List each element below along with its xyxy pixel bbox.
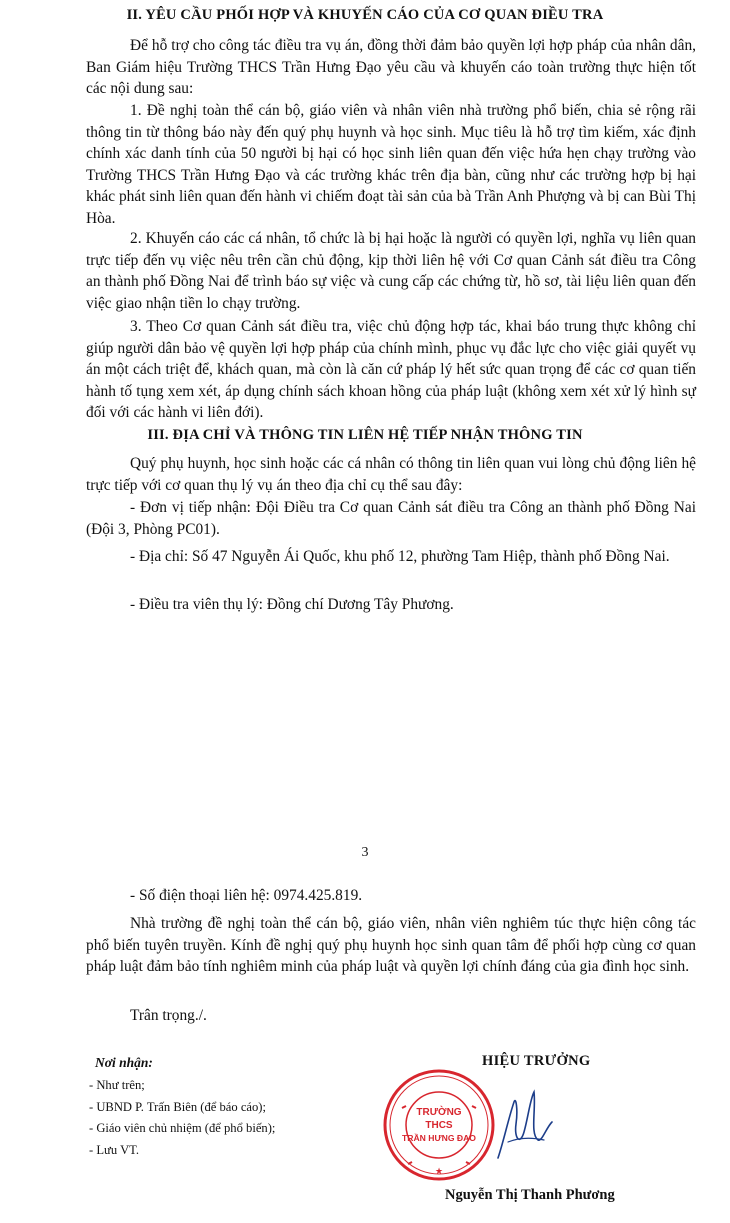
section-3-investigator: - Điều tra viên thụ lý: Đồng chí Dương Tây Phương. bbox=[130, 596, 454, 613]
section-2-intro: Để hỗ trợ cho công tác điều tra vụ án, đồng thời đảm bảo quyền lợi hợp pháp của nhân dân, Ban Giám hiệu Trường THCS Trần Hưng Đạo yêu cầu và khuyến cáo toàn trường thực hiện tốt các nội dung sau: bbox=[86, 37, 696, 97]
list-item: - UBND P. Trấn Biên (để báo cáo); bbox=[89, 1099, 266, 1114]
section-2-item-1: 1. Đề nghị toàn thể cán bộ, giáo viên và nhân viên nhà trường phổ biến, chia sẻ rộng rãi thông tin từ thông báo này đến quý phụ huynh và học sinh. Mục tiêu là hỗ trợ tìm kiếm, xác định chính xác danh tính của 50 người bị hại có học sinh liên quan đến việc hứa hẹn chạy trường vào Trường THCS Trần Hưng Đạo và các trường khác trên địa bàn, cũng như các trường hợp bị hại khác phát sinh liên quan đến hành vi chiếm đoạt tài sản của bà Trần Anh Phượng và bị can Bùi Thị Hòa. bbox=[86, 102, 696, 227]
list-item: - Giáo viên chủ nhiệm (để phổ biến); bbox=[89, 1121, 276, 1135]
contact-phone: - Số điện thoại liên hệ: 0974.425.819. bbox=[130, 887, 363, 904]
page-number: 3 bbox=[361, 845, 369, 860]
svg-text:THCS: THCS bbox=[425, 1120, 453, 1131]
section-3-address: - Địa chỉ: Số 47 Nguyễn Ái Quốc, khu phố 12, phường Tam Hiệp, thành phố Đồng Nai. bbox=[130, 548, 670, 565]
section-2-item-3: 3. Theo Cơ quan Cảnh sát điều tra, việc chủ động hợp tác, khai báo trung thực không chỉ giúp người dân bảo vệ quyền lợi hợp pháp của chính mình, phục vụ đắc lực cho việc giải quyết vụ án một cách triệt để, khách quan, mà còn là căn cứ pháp lý hết sức quan trọng để các cơ quan tiến hành tố tụng xem xét, áp dụng chính sách khoan hồng của pháp luật (không xem xét xử lý hình sự đối với các hành vi liên đới). bbox=[86, 318, 696, 421]
regards: Trân trọng./. bbox=[130, 1007, 207, 1024]
section-3-heading: III. ĐỊA CHỈ VÀ THÔNG TIN LIÊN HỆ TIẾP NHẬN THÔNG TIN bbox=[147, 427, 583, 443]
section-3-intro: Quý phụ huynh, học sinh hoặc các cá nhân có thông tin liên quan vui lòng chủ động liên hệ trực tiếp với cơ quan thụ lý vụ án theo địa chỉ cụ thể sau đây: bbox=[86, 455, 696, 494]
svg-text:★: ★ bbox=[434, 1166, 444, 1176]
section-3-unit: - Đơn vị tiếp nhận: Đội Điều tra Cơ quan Cảnh sát điều tra Công an thành phố Đồng Nai (Đội 3, Phòng PC01). bbox=[86, 499, 696, 538]
section-2-heading: II. YÊU CẦU PHỐI HỢP VÀ KHUYẾN CÁO CỦA CƠ QUAN ĐIỀU TRA bbox=[126, 7, 604, 23]
recipients-list bbox=[89, 1075, 275, 1161]
list-item: - Như trên; bbox=[89, 1078, 145, 1092]
svg-text:TRẦN HƯNG ĐẠO: TRẦN HƯNG ĐẠO bbox=[402, 1133, 476, 1143]
signer-name: Nguyễn Thị Thanh Phương bbox=[445, 1187, 615, 1203]
recipients-title: Nơi nhận: bbox=[95, 1055, 153, 1070]
svg-text:TRƯỜNG: TRƯỜNG bbox=[416, 1107, 462, 1118]
handwritten-signature-icon bbox=[478, 1080, 568, 1170]
list-item: - Lưu VT. bbox=[89, 1142, 140, 1157]
section-2-item-2: 2. Khuyến cáo các cá nhân, tổ chức là bị hại hoặc là người có quyền lợi, nghĩa vụ liên quan trực tiếp đến vụ việc nêu trên cần chủ động, kịp thời liên hệ với Cơ quan Cảnh sát điều tra Công an thành phố Đồng Nai để trình báo sự việc và cung cấp các chứng từ, hồ sơ, tài liệu liên quan đến việc giao nhận tiền lo chạy trường. bbox=[86, 230, 696, 312]
signer-title: HIỆU TRƯỞNG bbox=[482, 1053, 591, 1069]
closing-paragraph: Nhà trường đề nghị toàn thể cán bộ, giáo viên, nhân viên nghiêm túc thực hiện công tác phổ biến tuyên truyền. Kính đề nghị quý phụ huynh học sinh quan tâm để phối hợp cùng cơ quan pháp luật đảm bảo tính nghiêm minh của pháp luật và quyền lợi chính đáng của gia đình học sinh. bbox=[86, 915, 696, 975]
